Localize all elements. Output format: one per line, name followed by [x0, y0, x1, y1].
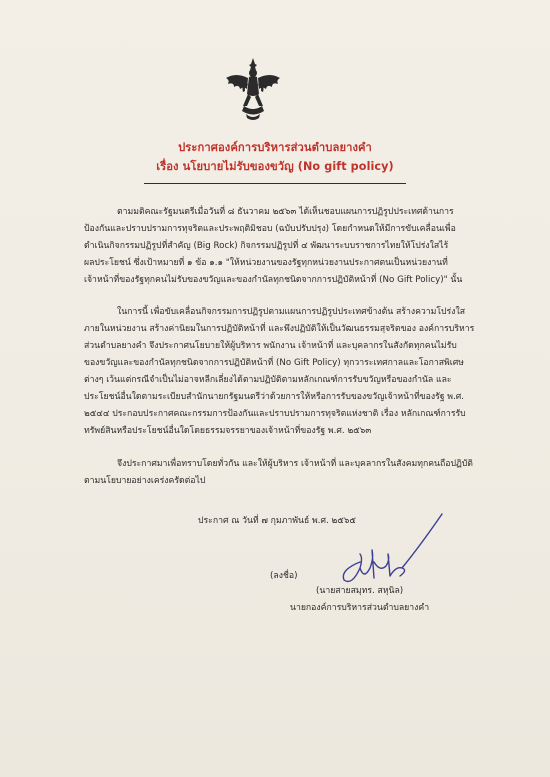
title-divider: [144, 183, 406, 184]
signer-position: นายกองค์การบริหารส่วนตำบลยางคำ: [290, 603, 430, 613]
body-line: ๒๕๔๔ ประกอบประกาศคณะกรรมการป้องกันและปราบปรามการทุจริตแห่งชาติ เรื่อง หลักเกณฑ์การรับ: [84, 409, 466, 419]
body-line: ส่วนตำบลยางคำ จึงประกาศนโยบายให้ผู้บริหาร พนักงาน เจ้าหน้าที่ และบุคลากรในสังกัดทุกคนไม่รับ: [84, 341, 457, 351]
body-line: ตามนโยบายอย่างเคร่งครัดต่อไป: [84, 476, 206, 486]
body-line: ดำเนินกิจกรรมปฏิรูปที่สำคัญ (Big Rock) กิจกรรมปฏิรูปที่ ๔ พัฒนาระบบราชการไทยให้โปร่งใสไร้: [84, 241, 449, 251]
body-line: ภายในหน่วยงาน สร้างค่านิยมในการปฏิบัติหน้าที่ และพึงปฏิบัติให้เป็นวัฒนธรรมสุจริตของ องค์การบริหาร: [84, 324, 475, 334]
body-line: ประโยชน์อื่นใดตามระเบียบสำนักนายกรัฐมนตรีว่าด้วยการให้หรือการรับของขวัญเจ้าหน้าที่ของรัฐ พ.ศ.: [84, 392, 465, 402]
body-line: ป้องกันและปราบปรามการทุจริตและประพฤติมิชอบ (ฉบับปรับปรุง) โดยกำหนดให้มีการขับเคลื่อนเพื่อ: [84, 224, 456, 234]
handwritten-signature: [330, 510, 445, 585]
announcement-title: ประกาศองค์การบริหารส่วนตำบลยางคำ: [178, 141, 372, 154]
body-line: ผลประโยชน์ ซึ่งเป้าหมายที่ ๑ ข้อ ๑.๑ "ให้หน่วยงานของรัฐทุกหน่วยงานประกาศตนเป็นหน่วยงานที่: [84, 258, 448, 268]
sign-label: (ลงชื่อ): [270, 571, 298, 581]
signer-name: (นายสายสมุทร. สหุนิล): [316, 586, 404, 596]
body-line: เจ้าหน้าที่ของรัฐทุกคนไม่รับของขวัญและของกำนัลทุกชนิดจากการปฏิบัติหน้าที่ (No Gift Policy)" นั้น: [84, 275, 463, 285]
body-line: ตามมติคณะรัฐมนตรีเมื่อวันที่ ๘ ธันวาคม ๒๕๖๓ ได้เห็นชอบแผนการปฏิรูปประเทศด้านการ: [117, 207, 454, 217]
body-line: ทรัพย์สินหรือประโยชน์อื่นใดโดยธรรมจรรยาของเจ้าหน้าที่ของรัฐ พ.ศ. ๒๕๖๓: [84, 426, 372, 436]
garuda-emblem-icon: [224, 56, 282, 122]
announcement-date: ประกาศ ณ วันที่ ๗ กุมภาพันธ์ พ.ศ. ๒๕๖๕: [198, 516, 356, 526]
body-line: ในการนี้ เพื่อขับเคลื่อนกิจกรรมการปฏิรูปตามแผนการปฏิรูปประเทศข้างต้น สร้างความโปร่งใส: [117, 307, 465, 317]
body-line: ต่างๆ เว้นแต่กรณีจำเป็นไม่อาจหลีกเลี่ยงได้ตามปฏิบัติตามหลักเกณฑ์การรับขวัญหรือของกำนัล และ: [84, 375, 452, 385]
body-line: ของขวัญและของกำนัลทุกชนิดจากการปฏิบัติหน้าที่ (No Gift Policy) ทุกวาระเทศกาลและโอกาสพิเศษ: [84, 358, 464, 368]
body-line: จึงประกาศมาเพื่อทราบโดยทั่วกัน และให้ผู้บริหาร เจ้าหน้าที่ และบุคลากรในสังคมทุกคนถือปฏิบัติ: [117, 459, 473, 469]
announcement-subject: เรื่อง นโยบายไม่รับของขวัญ (No gift policy): [156, 160, 394, 173]
